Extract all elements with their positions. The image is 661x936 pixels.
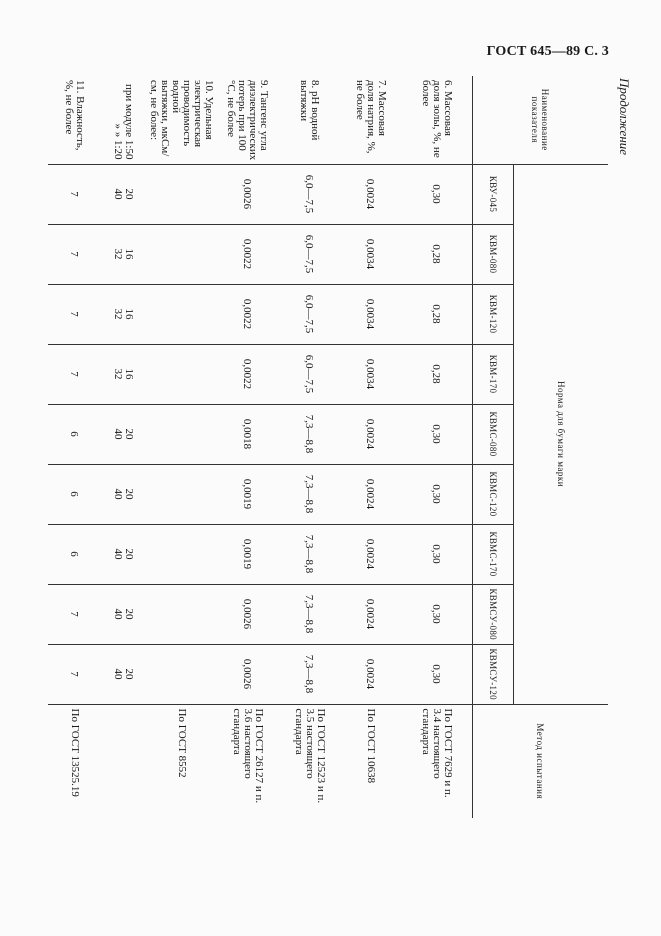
- value-cell: [101, 464, 147, 524]
- value-cell: 7,3—8,8: [279, 644, 341, 704]
- value-cell: 0,28: [401, 344, 473, 404]
- value-cell: 0,0034: [341, 284, 401, 344]
- row-name: 9. Тангенс угла диэлектрических потерь при 100 °С, не более: [225, 80, 271, 161]
- value-cell: 0,30: [401, 644, 473, 704]
- value-cell: [101, 224, 147, 284]
- value-cell: 7: [49, 584, 101, 644]
- value-cell: 7: [49, 164, 101, 224]
- value-part: 16: [123, 308, 136, 320]
- table-row: [279, 76, 341, 818]
- value-cell: 6,0—7,5: [279, 284, 341, 344]
- value-cell: 0,0024: [341, 524, 401, 584]
- grade-header: КВМ-120: [473, 284, 514, 344]
- value-cell: 6,0—7,5: [279, 164, 341, 224]
- value-cell: 0,0019: [217, 524, 279, 584]
- value-cell: 0,30: [401, 164, 473, 224]
- value-part: 20: [123, 188, 136, 200]
- value-cell: 0,0019: [217, 464, 279, 524]
- value-cell: 6: [49, 464, 101, 524]
- norms-table: [49, 76, 609, 818]
- rotated-table-frame: [63, 76, 608, 818]
- value-cell: 6,0—7,5: [279, 224, 341, 284]
- value-part: 32: [112, 248, 125, 260]
- value-cell: [147, 464, 217, 524]
- row-name: [101, 76, 147, 164]
- value-cell: [147, 584, 217, 644]
- value-cell: [101, 284, 147, 344]
- value-cell: 0,0034: [341, 224, 401, 284]
- value-part: 40: [112, 188, 125, 200]
- value-cell: 7,3—8,8: [279, 524, 341, 584]
- value-cell: 0,0018: [217, 404, 279, 464]
- value-part: 32: [112, 308, 125, 320]
- value-cell: 0,28: [401, 284, 473, 344]
- row-name-part: при модуле 1:50: [123, 84, 136, 160]
- value-cell: 0,0024: [341, 464, 401, 524]
- value-cell: 6: [49, 524, 101, 584]
- value-cell: [101, 164, 147, 224]
- table-body: [49, 76, 473, 818]
- value-part: 40: [112, 488, 125, 500]
- value-cell: [147, 644, 217, 704]
- table-row: [401, 76, 473, 818]
- value-cell: [147, 164, 217, 224]
- grade-header: КВМСУ-120: [473, 644, 514, 704]
- method-cell: По ГОСТ 10638: [341, 704, 401, 818]
- group-header: Норма для бумаги марки: [514, 164, 609, 704]
- method-cell: По ГОСТ 26127 и п. 3.6 настоящего стандарта: [217, 704, 279, 818]
- value-cell: 7: [49, 644, 101, 704]
- value-cell: [101, 524, 147, 584]
- value-cell: 6: [49, 404, 101, 464]
- value-cell: [147, 224, 217, 284]
- table-row: [147, 76, 217, 818]
- value-cell: 7,3—8,8: [279, 584, 341, 644]
- table-row: [49, 76, 101, 818]
- value-cell: 0,0026: [217, 164, 279, 224]
- table-row: [217, 76, 279, 818]
- value-cell: 7,3—8,8: [279, 464, 341, 524]
- grade-header: КВМС-120: [473, 464, 514, 524]
- value-cell: [101, 584, 147, 644]
- value-part: 16: [123, 248, 136, 260]
- value-cell: 0,30: [401, 464, 473, 524]
- continued-label: Продолжение: [617, 78, 632, 156]
- value-cell: [147, 524, 217, 584]
- grade-header: КВМС-170: [473, 524, 514, 584]
- value-cell: [147, 404, 217, 464]
- value-cell: [101, 404, 147, 464]
- method-cell: По ГОСТ 8552: [147, 704, 217, 818]
- table-row: [101, 76, 147, 818]
- value-cell: [147, 284, 217, 344]
- value-cell: 0,30: [401, 584, 473, 644]
- value-cell: 7: [49, 224, 101, 284]
- page-header: ГОСТ 645—89 С. 3: [486, 44, 609, 59]
- col-name-header: Наименование показателя: [473, 76, 609, 164]
- value-part: 20: [123, 428, 136, 440]
- row-name: 8. pH водной вытяжки: [298, 80, 322, 141]
- header-row-group: [514, 76, 609, 818]
- value-cell: 7: [49, 344, 101, 404]
- value-cell: 0,0024: [341, 164, 401, 224]
- value-cell: 7: [49, 284, 101, 344]
- method-cell: По ГОСТ 12523 и п. 3.5 настоящего стандарта: [279, 704, 341, 818]
- row-name: 11. Влажность, %, не более: [63, 80, 87, 151]
- grade-header: КВМСУ-080: [473, 584, 514, 644]
- value-part: 40: [112, 668, 125, 680]
- table-row: [341, 76, 401, 818]
- grade-header: КВУ-045: [473, 164, 514, 224]
- value-cell: [101, 344, 147, 404]
- row-name: 7. Массовая доля натрия, %, не более: [354, 80, 388, 154]
- value-cell: 0,0024: [341, 644, 401, 704]
- method-cell: По ГОСТ 7629 и п. 3.4 настоящего стандарта: [401, 704, 473, 818]
- value-part: 20: [123, 608, 136, 620]
- value-cell: 0,0026: [217, 644, 279, 704]
- value-part: 32: [112, 368, 125, 380]
- row-name: 10. Удельная электрическая проводимость водной вытяжки, мкСм/см, не более:: [148, 80, 216, 157]
- value-cell: 0,30: [401, 524, 473, 584]
- value-part: 20: [123, 668, 136, 680]
- value-part: 40: [112, 548, 125, 560]
- value-part: 20: [123, 548, 136, 560]
- row-name: 6. Массовая доля золы, %, не более: [419, 80, 454, 158]
- grade-header: КВМ-080: [473, 224, 514, 284]
- row-name-part: » » 1:20: [112, 123, 125, 160]
- value-cell: 0,28: [401, 224, 473, 284]
- method-cell: По ГОСТ 13525.19: [49, 704, 101, 818]
- value-part: 40: [112, 608, 125, 620]
- value-cell: 0,0022: [217, 344, 279, 404]
- value-cell: 7,3—8,8: [279, 404, 341, 464]
- grade-header: КВМ-170: [473, 344, 514, 404]
- value-cell: 0,0024: [341, 404, 401, 464]
- value-cell: 0,30: [401, 404, 473, 464]
- value-cell: 0,0024: [341, 584, 401, 644]
- grade-header: КВМС-080: [473, 404, 514, 464]
- value-cell: 0,0026: [217, 584, 279, 644]
- value-cell: 6,0—7,5: [279, 344, 341, 404]
- value-cell: 0,0022: [217, 284, 279, 344]
- method-cell: [101, 704, 147, 818]
- value-cell: 0,0034: [341, 344, 401, 404]
- value-part: 16: [123, 368, 136, 380]
- value-cell: [101, 644, 147, 704]
- col-method-header: Метод испытания: [473, 704, 609, 818]
- value-cell: [147, 344, 217, 404]
- value-part: 20: [123, 488, 136, 500]
- value-part: 40: [112, 428, 125, 440]
- value-cell: 0,0022: [217, 224, 279, 284]
